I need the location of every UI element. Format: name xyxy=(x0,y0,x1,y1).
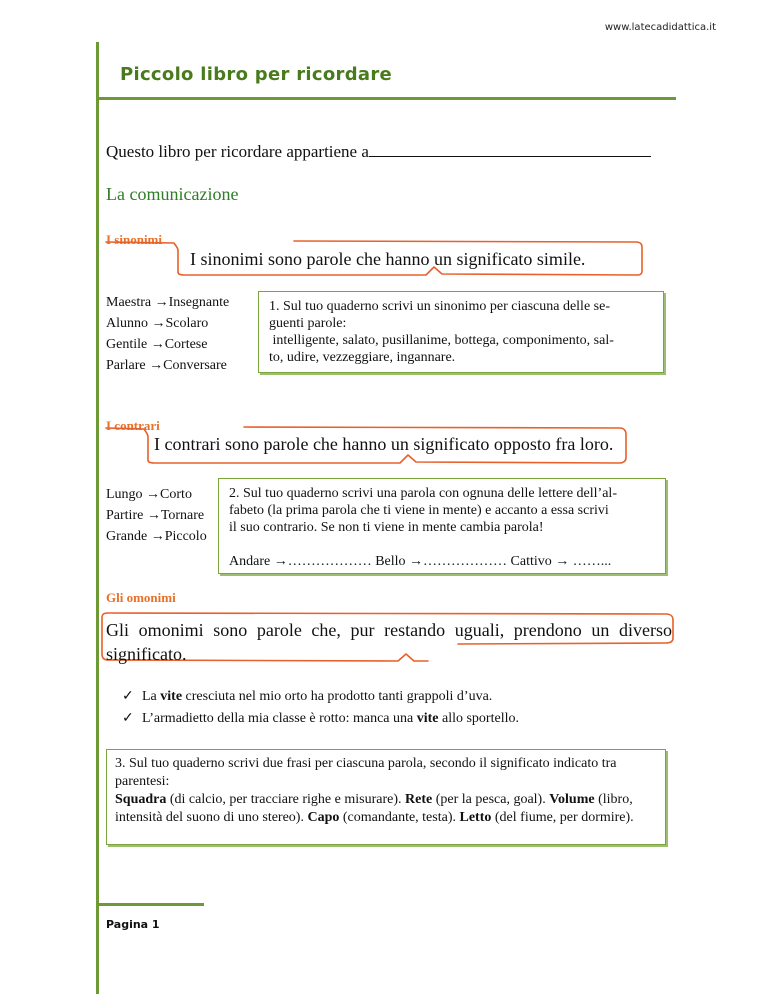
exercise-line: 1. Sul tuo quaderno scrivi un sinonimo per ciascuna delle se- xyxy=(269,299,610,314)
definition-sinonimi: I sinonimi sono parole che hanno un significato simile. xyxy=(190,249,586,269)
exercise-box-1 xyxy=(258,291,664,373)
pair-item: Alunno →Scolaro xyxy=(106,316,209,331)
definition-omonimi-line2: significato. xyxy=(106,644,187,664)
checkmark-icon: ✓ xyxy=(122,689,134,704)
title-rule xyxy=(96,97,676,100)
pair-item: Parlare →Conversare xyxy=(106,358,227,373)
heading-contrari: I contrari xyxy=(106,418,160,433)
owner-blank xyxy=(369,140,651,157)
exercise-box-3 xyxy=(106,749,666,845)
exercise-line: guenti parole: xyxy=(269,316,347,331)
checkmark-icon: ✓ xyxy=(122,711,134,726)
pair-item: Maestra →Insegnante xyxy=(106,295,230,310)
example-item: ✓ La vite cresciuta nel mio orto ha prodotto tanti grappoli d’uva. xyxy=(122,686,519,708)
owner-line xyxy=(106,140,651,162)
section-title: La comunicazione xyxy=(106,184,239,204)
pair-item: Partire →Tornare xyxy=(106,508,205,523)
margin-rule-vertical xyxy=(96,42,99,994)
page-number: Pagina 1 xyxy=(106,918,160,931)
heading-sinonimi: I sinonimi xyxy=(106,232,162,247)
exercise-line: il suo contrario. Se non ti viene in mente cambia parola! xyxy=(229,520,544,535)
pair-item: Gentile →Cortese xyxy=(106,337,208,352)
examples-omonimi xyxy=(122,686,519,730)
exercise-intro: 3. Sul tuo quaderno scrivi due frasi per ciascuna parola, secondo il significato indicato tra parentesi: xyxy=(115,756,617,789)
exercise-line: 2. Sul tuo quaderno scrivi una parola con ognuna delle lettere dell’al- xyxy=(229,486,617,501)
definition-omonimi-line1: Gli omonimi sono parole che, pur restando uguali, prendono un diverso xyxy=(106,620,672,640)
exercise-items: Squadra (di calcio, per tracciare righe e misurare). Rete (per la pesca, goal). Volume (libro, intensità del suono di uno stereo). Capo (comandante, testa). Letto (del fiume, per dormire). xyxy=(115,792,634,825)
pairs-contrari xyxy=(106,484,207,547)
heading-omonimi: Gli omonimi xyxy=(106,590,176,605)
pair-item: Lungo →Corto xyxy=(106,487,192,502)
exercise-box-2 xyxy=(218,478,666,574)
exercise-fill-line: Andare →……………… Bello →……………… Cattivo → ……... xyxy=(229,554,612,569)
owner-label: Questo libro per ricordare appartiene a xyxy=(106,142,369,161)
exercise-line: to, udire, vezzeggiare, ingannare. xyxy=(269,350,456,365)
footer-rule xyxy=(96,903,204,906)
example-item: ✓ L’armadietto della mia classe è rotto: manca una vite allo sportello. xyxy=(122,708,519,730)
site-url: www.latecadidattica.it xyxy=(604,22,716,33)
exercise-line: intelligente, salato, pusillanime, bottega, componimento, sal- xyxy=(269,333,614,348)
pairs-sinonimi xyxy=(106,292,229,376)
definition-contrari: I contrari sono parole che hanno un significato opposto fra loro. xyxy=(154,434,614,454)
page-title: Piccolo libro per ricordare xyxy=(120,64,393,85)
pair-item: Grande →Piccolo xyxy=(106,529,207,544)
exercise-line: fabeto (la prima parola che ti viene in mente) e accanto a essa scrivi xyxy=(229,503,609,518)
